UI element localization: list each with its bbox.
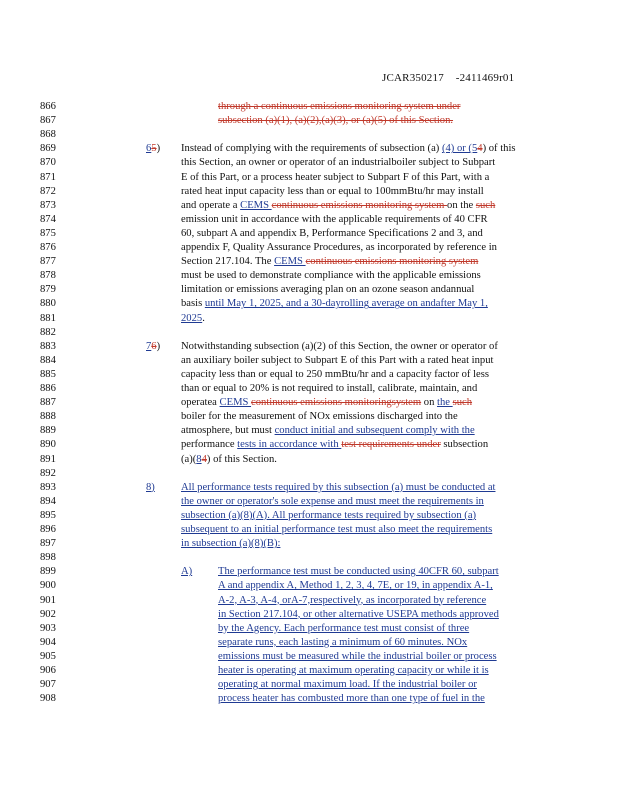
- plain-text: than or equal to 20% is not required to install, calibrate, maintain, and: [181, 383, 478, 394]
- line-text: [218, 565, 499, 579]
- document-line: [0, 297, 618, 311]
- line-text: [181, 171, 489, 185]
- line-number: 903: [40, 622, 56, 634]
- document-line: [0, 382, 618, 396]
- plain-text: Notwithstanding subsection (a)(2) of this Section, the owner or operator of: [181, 340, 498, 352]
- inserted-text: subsection (a)(8)(A). All performance tests required by subsection (a): [181, 509, 477, 521]
- plain-text: and operate a: [181, 199, 241, 211]
- doc-version: -2411469r01: [455, 72, 515, 84]
- line-number: 875: [40, 227, 56, 239]
- plain-text: on: [421, 397, 438, 409]
- line-text: [218, 114, 453, 128]
- document-line: [0, 410, 618, 424]
- inserted-text: operating at normal maximum load. If the industrial boiler or: [218, 679, 477, 691]
- inserted-text: A and appendix A, Method 1, 2, 3, 4, 7E, or 19, in appendix A-1,: [218, 580, 493, 592]
- line-number: 893: [40, 481, 56, 493]
- document-line: [0, 481, 618, 495]
- deleted-text: 4: [477, 143, 483, 155]
- plain-text: boiler for the measurement of NOx emissions discharged into the: [181, 411, 458, 423]
- inserted-text: conduct initial and subsequent comply with the: [274, 425, 475, 437]
- inserted-text: (4) or (5: [441, 143, 478, 155]
- document-line: [0, 622, 618, 636]
- subsection-marker: [146, 340, 160, 354]
- document-line: [0, 565, 618, 579]
- line-number: 879: [40, 284, 56, 296]
- document-line: [0, 241, 618, 255]
- plain-text: ) of this Section.: [206, 453, 277, 465]
- line-text: [181, 269, 481, 283]
- line-text: [181, 396, 472, 410]
- line-number: 891: [40, 453, 56, 465]
- line-number: 885: [40, 368, 56, 380]
- line-number: 898: [40, 552, 56, 564]
- document-line: [0, 128, 618, 142]
- line-text: [181, 227, 483, 241]
- plain-text: E of this Part, or a process heater subject to Subpart F of this Part, with a: [181, 171, 490, 183]
- line-text: [218, 664, 489, 678]
- inserted-text: The performance test must be conducted using 40CFR 60, subpart: [218, 566, 499, 578]
- document-line: [0, 326, 618, 340]
- inserted-text: 2025: [181, 312, 203, 324]
- line-text: [218, 579, 493, 593]
- line-text: [218, 692, 485, 706]
- line-text: [181, 241, 497, 255]
- document-line: [0, 283, 618, 297]
- line-number: 887: [40, 397, 56, 409]
- line-number: 881: [40, 312, 56, 324]
- line-number: 900: [40, 580, 56, 592]
- deleted-text: continuous emissions monitoring system: [271, 199, 448, 211]
- document-line: [0, 650, 618, 664]
- plain-text: an auxiliary boiler subject to Subpart E of this Part with a rated heat input: [181, 354, 494, 366]
- inserted-text: 8): [146, 481, 155, 493]
- plain-text: atmosphere, but must: [181, 425, 275, 437]
- deleted-text: continuous emissions monitoringsystem: [251, 397, 422, 409]
- plain-text: ): [156, 143, 161, 155]
- line-number: 886: [40, 383, 56, 394]
- inserted-text: in Section 217.104, or other alternative USEPA methods approved: [218, 608, 499, 620]
- inserted-text: A-2, A-3, A-4, orA-7,respectively, as incorporated by reference: [218, 594, 487, 606]
- line-text: [181, 523, 492, 537]
- document-line: [0, 396, 618, 410]
- document-line: [0, 636, 618, 650]
- document-line: [0, 142, 618, 156]
- line-number: 873: [40, 199, 56, 211]
- inserted-text: in subsection (a)(8)(B):: [181, 538, 281, 550]
- line-text: [181, 410, 458, 424]
- line-number: 869: [40, 143, 56, 155]
- inserted-text: A): [181, 566, 193, 578]
- plain-text: ) of this: [482, 143, 516, 155]
- line-text: [181, 382, 477, 396]
- line-text: [218, 636, 467, 650]
- line-text: [218, 678, 477, 692]
- line-text: [181, 199, 495, 213]
- plain-text: performance: [181, 439, 238, 451]
- inserted-text: subsequent to an initial performance test must also meet the requirements: [181, 524, 493, 535]
- inserted-text: 8: [196, 453, 202, 465]
- line-number: 897: [40, 538, 56, 550]
- line-text: [181, 312, 205, 326]
- plain-text: basis: [181, 298, 205, 310]
- deleted-text: subsection (a)(1), (a)(2),(a)(3), or (a)(5) of this Section.: [218, 115, 454, 127]
- line-text: [181, 495, 484, 509]
- line-number: 876: [40, 242, 56, 253]
- line-text: [181, 142, 516, 156]
- line-number: 868: [40, 129, 56, 141]
- document-line: [0, 467, 618, 481]
- line-number: 901: [40, 594, 56, 606]
- line-number: 888: [40, 411, 56, 423]
- line-number: 890: [40, 439, 56, 451]
- deleted-text: 5: [151, 143, 157, 155]
- inserted-text: separate runs, each lasting a minimum of 60 minutes. NOx: [218, 636, 468, 648]
- plain-text: appendix F, Quality Assurance Procedures, as incorporated by reference in: [181, 242, 497, 253]
- subsection-marker: [181, 565, 192, 579]
- inserted-text: CEMS: [219, 397, 252, 409]
- inserted-text: emissions must be measured while the industrial boiler or process: [218, 650, 497, 662]
- plain-text: operatea: [181, 397, 220, 409]
- line-number: 872: [40, 185, 56, 197]
- line-text: [218, 622, 469, 636]
- inserted-text: heater is operating at maximum operating capacity or while it is: [218, 665, 489, 676]
- document-line: [0, 171, 618, 185]
- line-number: 907: [40, 679, 56, 691]
- deleted-text: 6: [151, 340, 157, 352]
- document-line: [0, 114, 618, 128]
- line-text: [181, 283, 474, 297]
- inserted-text: process heater has combusted more than one type of fuel in the: [218, 693, 485, 705]
- document-line: [0, 537, 618, 551]
- deleted-text: such: [475, 199, 496, 211]
- document-line: [0, 255, 618, 269]
- line-number: 908: [40, 693, 56, 705]
- plain-text: subsection: [440, 439, 489, 451]
- line-text: [218, 608, 499, 622]
- deleted-text: continuous emissions monitoring system: [305, 256, 479, 268]
- document-line: [0, 509, 618, 523]
- document-line: [0, 678, 618, 692]
- line-number: 883: [40, 340, 56, 352]
- plain-text: ): [156, 340, 161, 352]
- inserted-text: the owner or operator's sole expense and must meet the requirements in: [181, 495, 484, 507]
- inserted-text: by the Agency. Each performance test must consist of three: [218, 622, 470, 634]
- document-line: [0, 608, 618, 622]
- line-text: [181, 156, 495, 170]
- deleted-text: through a continuous emissions monitoring system under: [218, 101, 461, 112]
- document-line: [0, 185, 618, 199]
- line-number: 906: [40, 665, 56, 676]
- subsection-marker: [146, 481, 155, 495]
- plain-text: emission unit in accordance with the applicable requirements of 40 CFR: [181, 213, 488, 225]
- document-line: [0, 495, 618, 509]
- line-number: 866: [40, 101, 56, 112]
- deleted-text: 4: [201, 453, 207, 465]
- plain-text: 60, subpart A and appendix B, Performance Specifications 2 and 3, and: [181, 227, 483, 239]
- document-line: [0, 100, 618, 114]
- line-number: 889: [40, 425, 56, 437]
- line-number: 896: [40, 524, 56, 535]
- line-number: 894: [40, 495, 56, 507]
- plain-text: rated heat input capacity less than or equal to 100mmBtu/hr may install: [181, 185, 484, 197]
- line-number: 871: [40, 171, 56, 183]
- line-number: 878: [40, 270, 56, 282]
- line-text: [181, 297, 488, 311]
- document-line: [0, 594, 618, 608]
- line-number: 902: [40, 608, 56, 620]
- document-line: [0, 354, 618, 368]
- line-text: [218, 594, 486, 608]
- inserted-text: tests in accordance with: [237, 439, 342, 451]
- document-line: [0, 199, 618, 213]
- line-text: [181, 509, 476, 523]
- plain-text: must be used to demonstrate compliance with the applicable emissions: [181, 270, 481, 282]
- doc-id: JCAR350217: [382, 72, 444, 84]
- line-number: 874: [40, 213, 56, 225]
- document-line: [0, 340, 618, 354]
- line-text: [181, 424, 475, 438]
- inserted-text: until May 1, 2025, and a 30-dayrolling average on andafter May 1,: [204, 298, 488, 310]
- document-line: [0, 368, 618, 382]
- plain-text: capacity less than or equal to 250 mmBtu/hr and a capacity factor of less: [181, 368, 489, 380]
- line-text: [181, 368, 489, 382]
- plain-text: Section 217.104. The: [181, 256, 275, 268]
- line-text: [181, 481, 495, 495]
- document-line: [0, 523, 618, 537]
- line-number: 884: [40, 354, 56, 366]
- line-number: 882: [40, 326, 56, 338]
- line-number: 867: [40, 115, 56, 127]
- plain-text: this Section, an owner or operator of an industrialboiler subject to Subpart: [181, 157, 496, 169]
- document-line: [0, 438, 618, 452]
- document-line: [0, 227, 618, 241]
- inserted-text: CEMS: [240, 199, 272, 211]
- line-number: 870: [40, 157, 56, 169]
- line-text: [181, 340, 498, 354]
- inserted-text: CEMS: [274, 256, 306, 268]
- document-line: [0, 312, 618, 326]
- deleted-text: such: [452, 397, 473, 409]
- line-text: [218, 100, 460, 114]
- document-line: [0, 156, 618, 170]
- line-number: 877: [40, 256, 56, 268]
- document-line: [0, 664, 618, 678]
- inserted-text: 7: [146, 340, 152, 352]
- inserted-text: the: [437, 397, 453, 409]
- plain-text: (a)(: [181, 453, 197, 465]
- document-line: [0, 213, 618, 227]
- document-line: [0, 579, 618, 593]
- document-line: [0, 551, 618, 565]
- line-number: 880: [40, 298, 56, 310]
- document-header: [382, 72, 514, 84]
- line-text: [181, 354, 493, 368]
- line-text: [218, 650, 497, 664]
- plain-text: .: [202, 312, 205, 324]
- deleted-text: test requirements under: [341, 439, 441, 451]
- subsection-marker: [146, 142, 160, 156]
- document-line: [0, 269, 618, 283]
- line-text: [181, 255, 478, 269]
- line-number: 899: [40, 566, 56, 578]
- plain-text: on the: [447, 199, 476, 211]
- plain-text: limitation or emissions averaging plan on an ozone season andannual: [181, 284, 475, 296]
- document-line: [0, 424, 618, 438]
- plain-text: Instead of complying with the requirements of subsection (a): [181, 143, 442, 155]
- line-text: [181, 213, 488, 227]
- line-number: 892: [40, 467, 56, 479]
- inserted-text: 6: [146, 143, 152, 155]
- line-number: 904: [40, 636, 56, 648]
- line-text: [181, 185, 484, 199]
- line-text: [181, 537, 280, 551]
- document-line: [0, 453, 618, 467]
- line-number: 905: [40, 650, 56, 662]
- document-line: [0, 692, 618, 706]
- inserted-text: All performance tests required by this subsection (a) must be conducted at: [181, 481, 496, 493]
- line-text: [181, 453, 277, 467]
- line-text: [181, 438, 488, 452]
- line-number: 895: [40, 509, 56, 521]
